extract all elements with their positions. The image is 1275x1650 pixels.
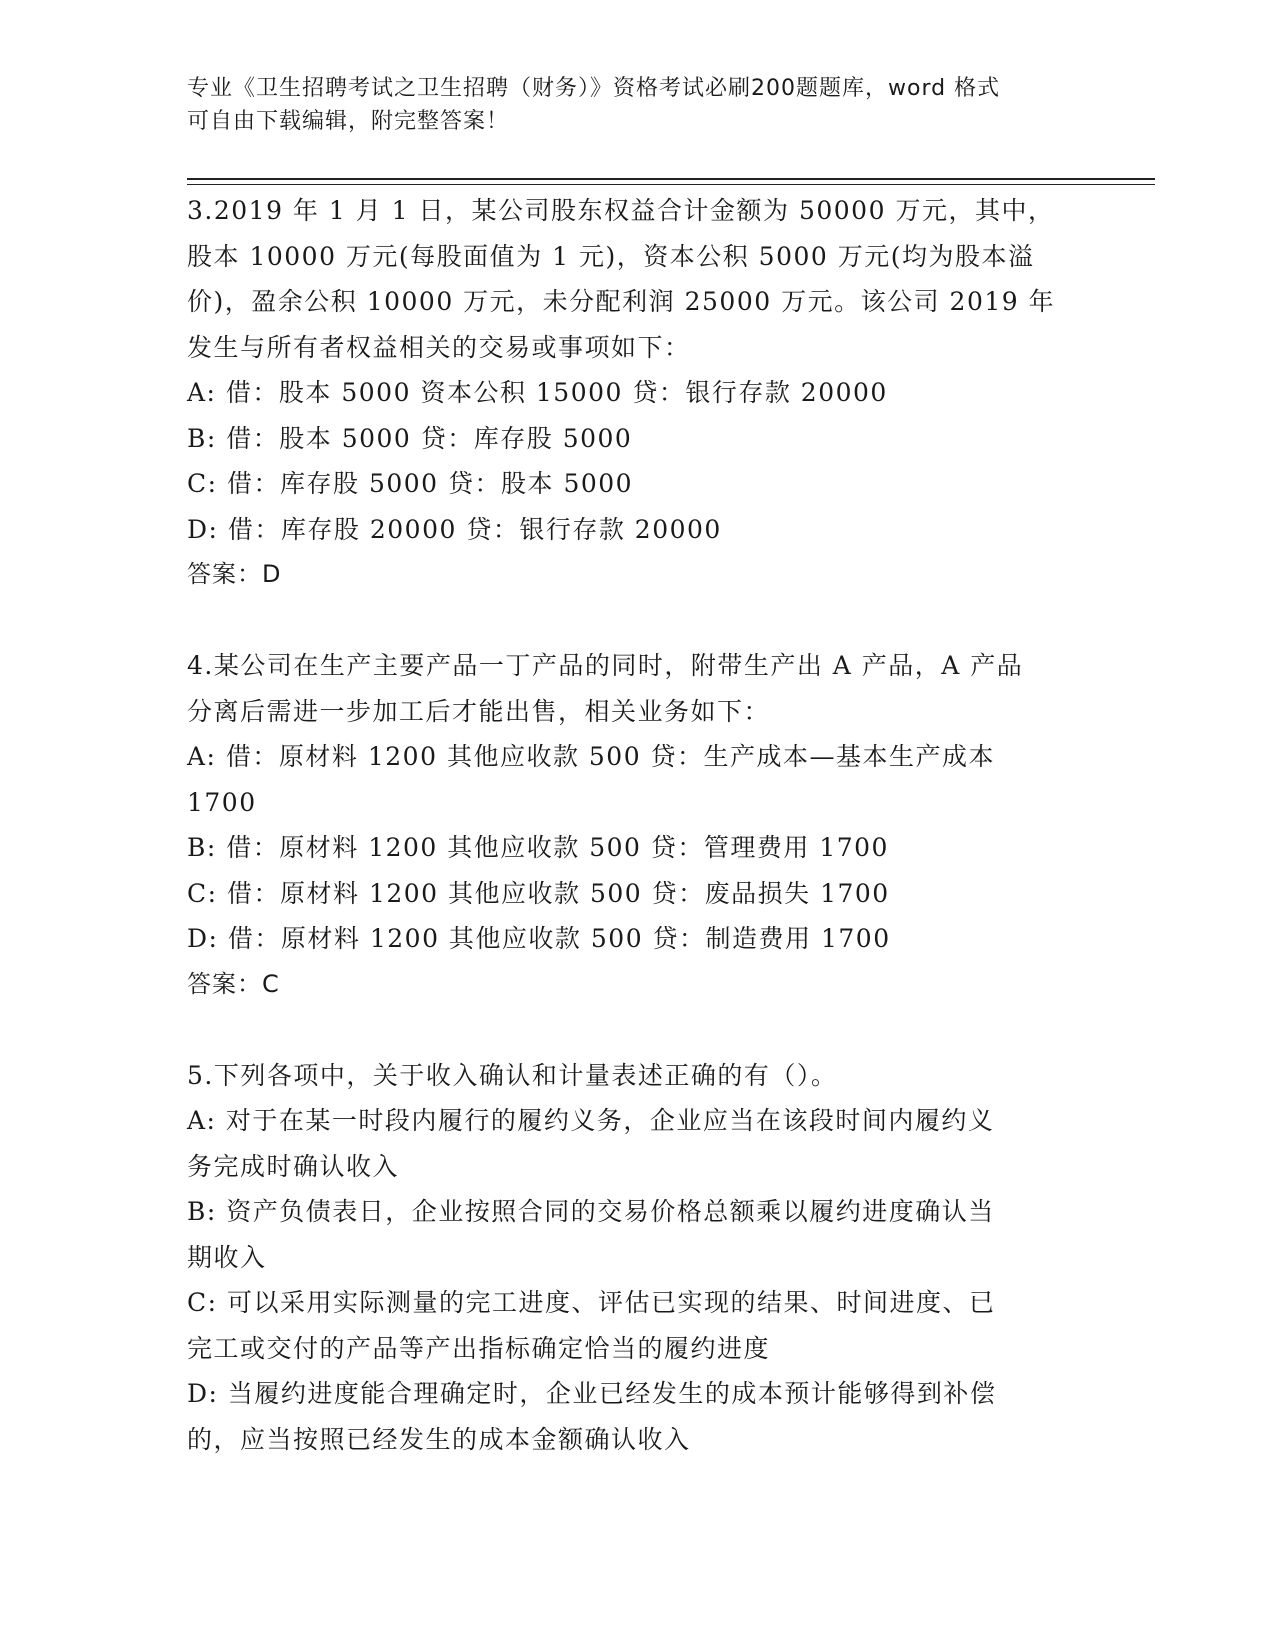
option-a: A: 对于在某一时段内履行的履约义务，企业应当在该段时间内履约义	[187, 1106, 995, 1135]
answer-label: 答案：C	[187, 969, 280, 998]
question-list	[187, 188, 1087, 1462]
option-b: B: 借：原材料 1200 其他应收款 500 贷：管理费用 1700	[187, 833, 889, 862]
option-d: D: 当履约进度能合理确定时，企业已经发生的成本预计能够得到补偿	[187, 1379, 997, 1408]
question-stem-line: 股本 10000 万元(每股面值为 1 元)，资本公积 5000 万元(均为股本溢	[187, 241, 1035, 271]
header-divider-thin	[187, 184, 1155, 185]
question-stem-line: 发生与所有者权益相关的交易或事项如下：	[187, 332, 691, 362]
question-5	[187, 1053, 1087, 1463]
option-d-continued: 的，应当按照已经发生的成本金额确认收入	[187, 1424, 691, 1454]
option-c-continued: 完工或交付的产品等产出指标确定恰当的履约进度	[187, 1333, 771, 1363]
option-d: D: 借：原材料 1200 其他应收款 500 贷：制造费用 1700	[187, 924, 891, 953]
option-c: C: 借：库存股 5000 贷：股本 5000	[187, 469, 634, 498]
question-stem-line: 分离后需进一步加工后才能出售，相关业务如下：	[187, 696, 771, 726]
option-c: C: 可以采用实际测量的完工进度、评估已实现的结果、时间进度、已	[187, 1288, 996, 1317]
header-divider-thick	[187, 178, 1155, 180]
option-b: B: 借：股本 5000 贷：库存股 5000	[187, 423, 633, 453]
option-c: C: 借：原材料 1200 其他应收款 500 贷：废品损失 1700	[187, 878, 890, 908]
question-4	[187, 643, 1087, 1007]
option-a-continued: 务完成时确认收入	[187, 1151, 400, 1181]
document-header	[187, 72, 1067, 138]
question-stem-line: 3.2019 年 1 月 1 日，某公司股东权益合计金额为 50000 万元，其中，	[187, 196, 1055, 225]
option-d: D: 借：库存股 20000 贷：银行存款 20000	[187, 514, 722, 544]
question-stem-line: 4.某公司在生产主要产品一丁产品的同时，附带生产出 A 产品，A 产品	[187, 651, 1024, 680]
question-stem-line: 5.下列各项中，关于收入确认和计量表述正确的有（）。	[187, 1060, 838, 1090]
question-stem-line: 价)，盈余公积 10000 万元，未分配利润 25000 万元。该公司 2019 年	[187, 287, 1056, 316]
option-a: A: 借：原材料 1200 其他应收款 500 贷：生产成本—基本生产成本	[187, 742, 996, 771]
option-a: A: 借：股本 5000 资本公积 15000 贷：银行存款 20000	[187, 378, 888, 407]
header-line: 可自由下载编辑，附完整答案！	[187, 109, 510, 134]
option-a-continued: 1700	[187, 787, 257, 817]
header-line: 专业《卫生招聘考试之卫生招聘（财务）》资格考试必刷200题题库，word 格式	[187, 76, 1001, 101]
option-b-continued: 期收入	[187, 1242, 267, 1272]
option-b: B: 资产负债表日，企业按照合同的交易价格总额乘以履约进度确认当	[187, 1197, 995, 1226]
answer-label: 答案：D	[187, 560, 282, 588]
question-3	[187, 188, 1087, 598]
